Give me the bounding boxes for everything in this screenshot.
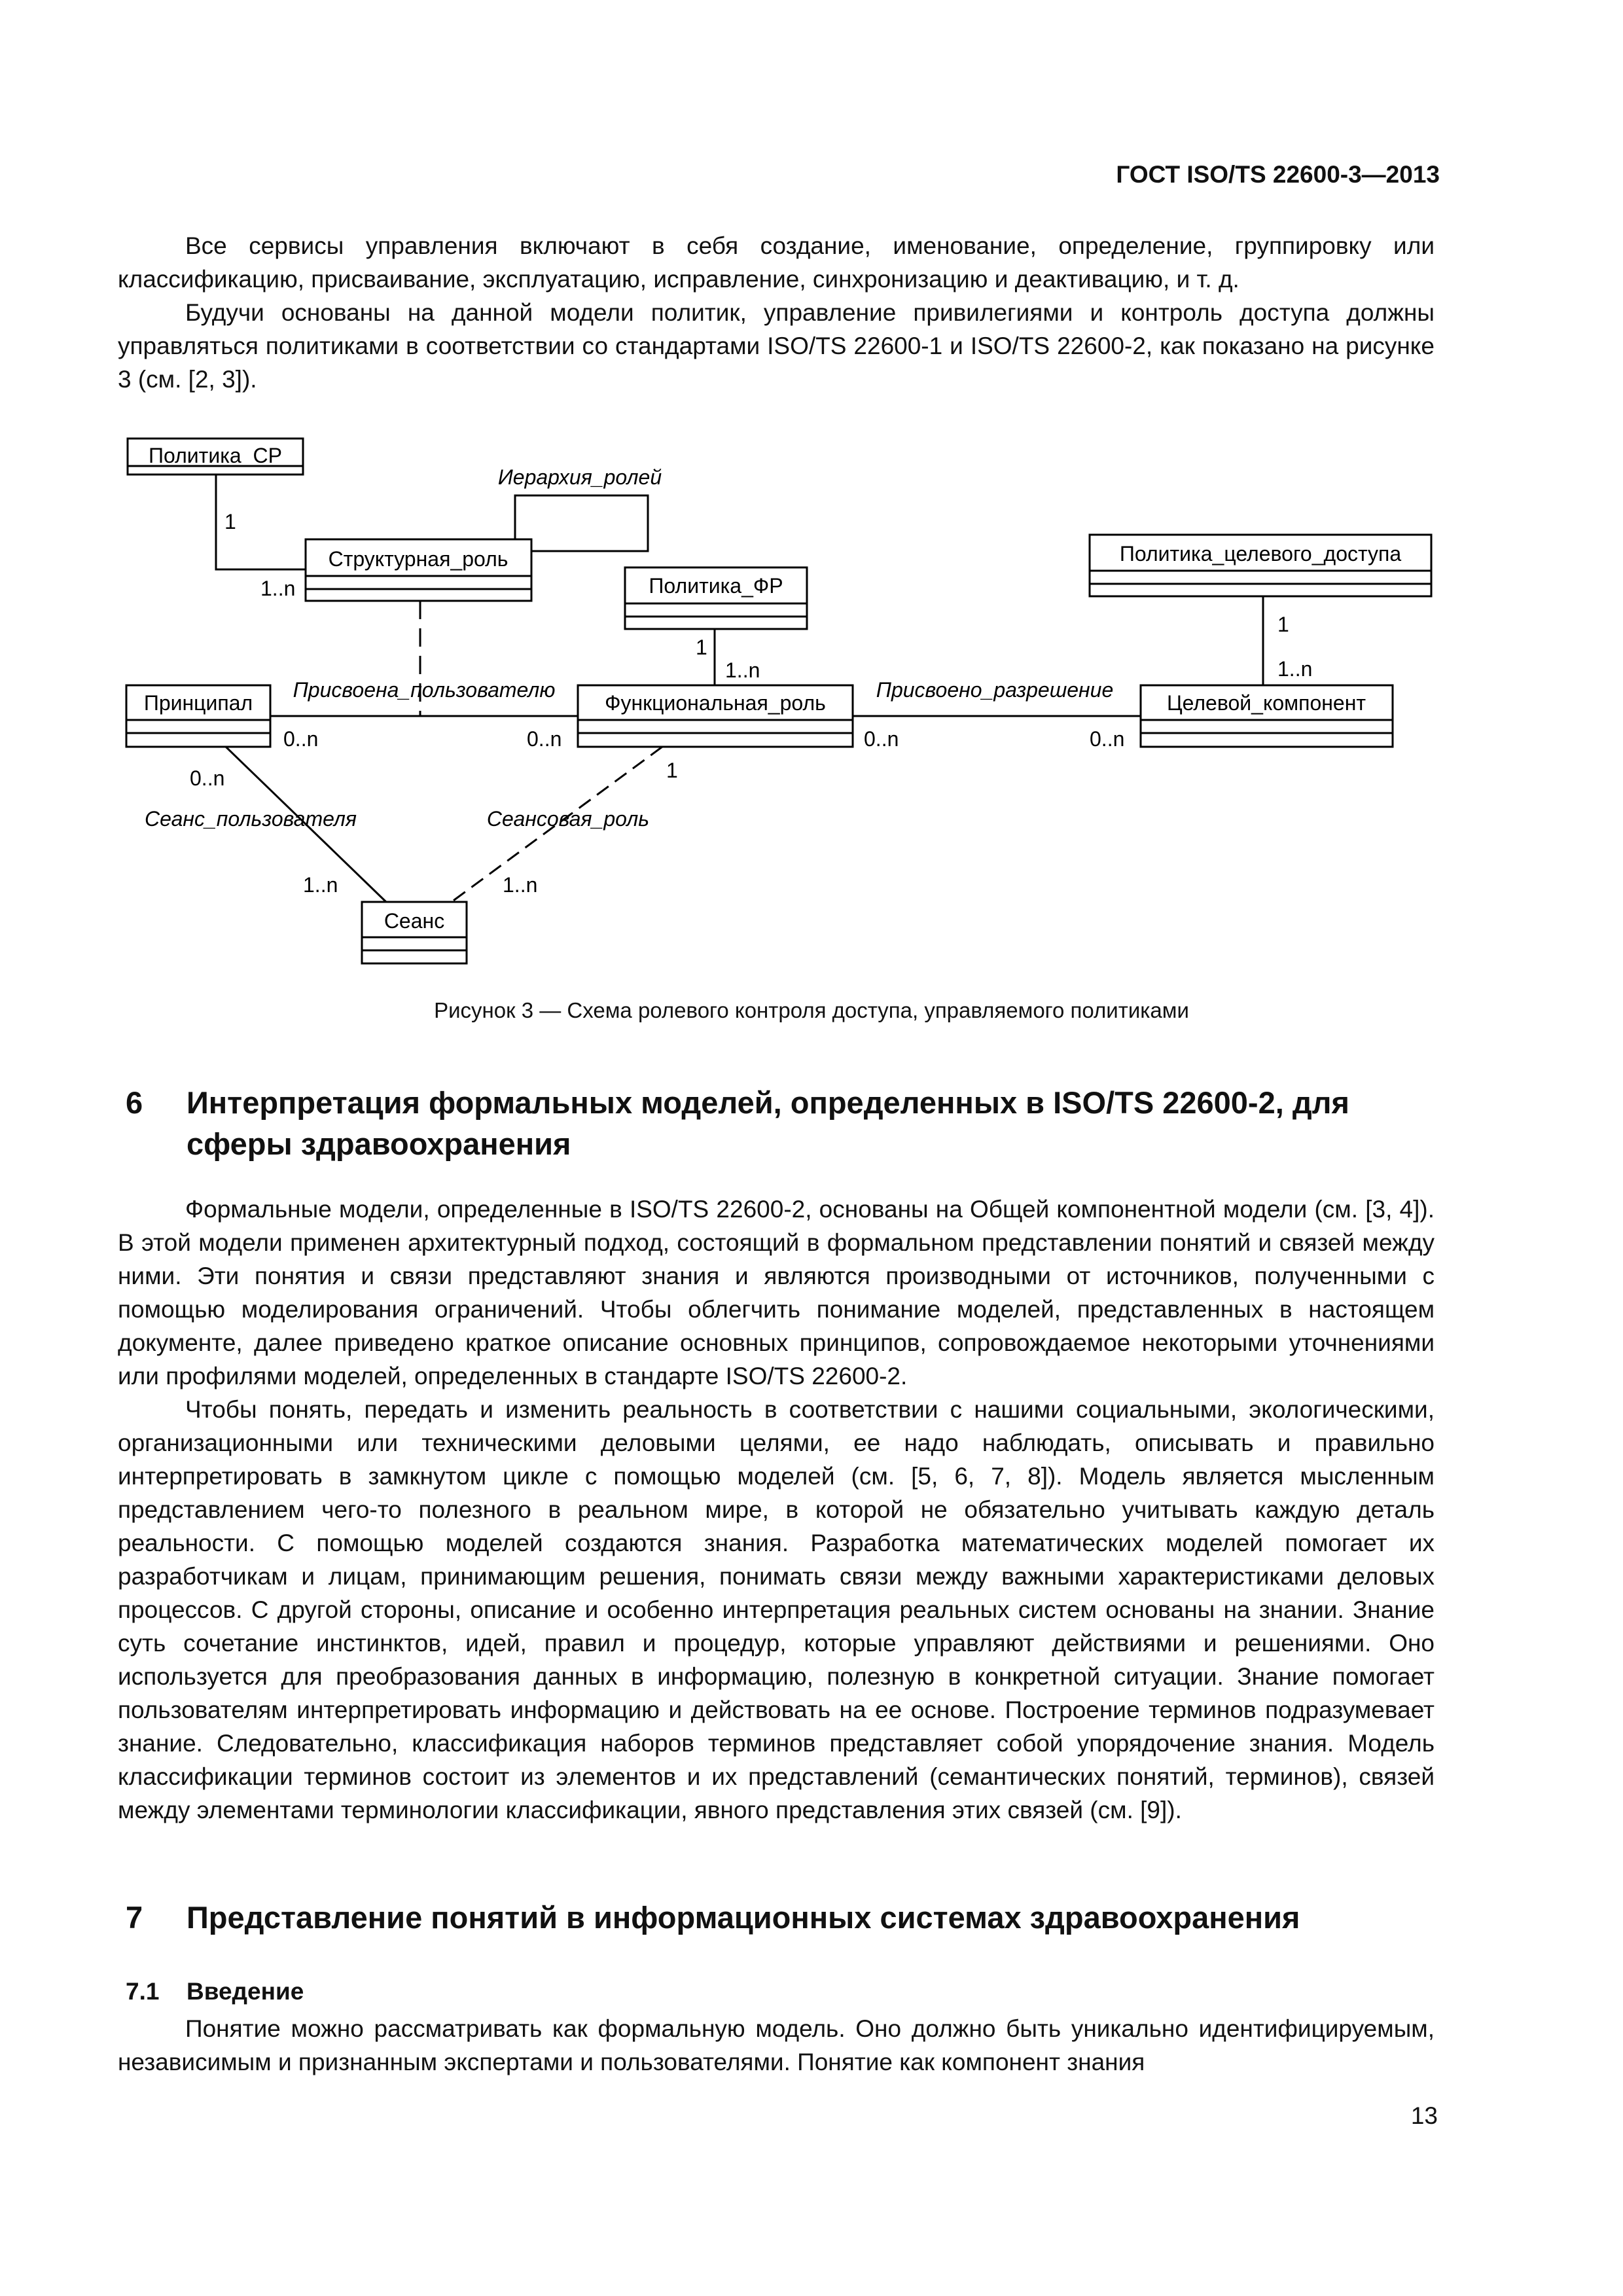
multiplicity: 1..n	[303, 873, 338, 897]
multiplicity: 0..n	[527, 727, 562, 751]
assoc-permission-assigned: Присвоено_разрешение	[876, 678, 1114, 702]
multiplicity: 0..n	[864, 727, 899, 751]
page-number: 13	[1410, 2102, 1438, 2129]
class-target-access-policy: Политика_целевого_доступа	[1119, 542, 1402, 565]
section-7-paragraph: Понятие можно рассматривать как формальную модель. Оно должно быть уникально идентифицируемым, независимым и признанным экспертами и пользователями. Понятие как компонент знания	[118, 2015, 1435, 2075]
multiplicity: 1..n	[725, 658, 760, 682]
section-7-text	[118, 2012, 1435, 2079]
class-target-component: Целевой_компонент	[1166, 691, 1366, 715]
multiplicity: 1	[666, 759, 678, 782]
class-policy-sr: Политика_СР	[149, 444, 282, 467]
figure-caption: Рисунок 3 — Схема ролевого контроля доступа, управляемого политиками	[434, 998, 1189, 1022]
multiplicity: 0..n	[1090, 727, 1125, 751]
section-number: 6	[126, 1085, 143, 1120]
assoc-user-session: Сеанс_пользователя	[145, 807, 357, 831]
section-title: Представление понятий в информационных системах здравоохранения	[187, 1900, 1300, 1935]
subsection-7-1-heading	[126, 1978, 304, 2005]
subsection-title: Введение	[187, 1978, 304, 2005]
section-6-heading	[126, 1082, 1463, 1164]
multiplicity: 1	[1277, 613, 1289, 636]
multiplicity: 1	[696, 636, 707, 659]
section-6-paragraph-2: Чтобы понять, передать и изменить реальность в соответствии с нашими социальными, экологическими, организационными или техническими деловыми целями, ее надо наблюдать, описывать и правильно интерпретировать в замкнутом цикле с помощью моделей (см. [5, 6, 7, 8]). Модель является мысленным представлением чего-то полезного в реальном мире, в которой не обязательно учитывать каждую деталь реальности. С помощью моделей создаются знания. Разработка математических моделей помогает их разработчикам и лицам, принимающим решения, понимать связи между важными характеристиками деловых процессов. С другой стороны, описание и особенно интерпретация реальных систем основаны на знании. Знание суть сочетание инстинктов, идей, правил и процедур, которые управляют действиями и решениями. Оно используется для преобразования данных в информацию, полезную в конкретной ситуации. Знание помогает пользователям интерпретировать информацию и действовать на ее основе. Построение терминов подразумевает знание. Следовательно, классификация наборов терминов представляет собой упорядочение знания. Модель классификации терминов состоит из элементов и их представлений (семантических понятий, терминов), связей между элементами терминологии классификации, явного представления этих связей (см. [9]).	[118, 1396, 1435, 1823]
section-number: 7	[126, 1900, 143, 1935]
class-principal: Принципал	[143, 691, 253, 715]
class-policy-fr: Политика_ФР	[649, 574, 783, 598]
section-title: Интерпретация формальных моделей, определенных в ISO/TS 22600-2, для сферы здравоохранения	[187, 1085, 1349, 1161]
section-7-heading	[126, 1897, 1463, 1938]
class-structural-role: Структурная_роль	[328, 547, 508, 571]
assoc-role-hierarchy: Иерархия_ролей	[497, 465, 662, 489]
multiplicity: 0..n	[190, 766, 225, 790]
multiplicity: 1..n	[503, 873, 538, 897]
intro-paragraph-2: Будучи основаны на данной модели политик, управление привилегиями и контроль доступа должны управляться политиками в соответствии со стандартами ISO/TS 22600-1 и ISO/TS 22600-2, как показано на рисунке 3 (см. [2, 3]).	[118, 299, 1435, 393]
document-header: ГОСТ ISO/TS 22600-3—2013	[1116, 161, 1440, 188]
assoc-assigned-to-user: Присвоена_пользователю	[293, 678, 556, 702]
multiplicity: 1..n	[260, 577, 296, 600]
class-session: Сеанс	[383, 909, 445, 933]
class-functional-role: Функциональная_роль	[605, 691, 826, 715]
multiplicity: 1	[224, 510, 236, 533]
multiplicity: 0..n	[283, 727, 319, 751]
rbac-diagram	[0, 0, 1623, 982]
multiplicity: 1..n	[1277, 657, 1313, 681]
assoc-session-role: Сеансовая_роль	[486, 807, 650, 831]
intro-paragraph-1: Все сервисы управления включают в себя создание, именование, определение, группировку или классификацию, присваивание, эксплуатацию, исправление, синхронизацию и деактивацию, и т. д.	[118, 232, 1435, 293]
subsection-number: 7.1	[126, 1978, 160, 2005]
section-6-paragraph-1: Формальные модели, определенные в ISO/TS 22600-2, основаны на Общей компонентной модели (см. [3, 4]). В этой модели применен архитектурный подход, состоящий в формальном представлении понятий и связей между ними. Эти понятия и связи представляют знания и являются производными от источников, полученными с помощью моделирования ограничений. Чтобы облегчить понимание моделей, представленных в настоящем документе, далее приведено краткое описание основных принципов, сопровождаемое некоторыми уточнениями или профилями моделей, определенных в стандарте ISO/TS 22600-2.	[118, 1196, 1435, 1390]
section-6-text	[118, 1193, 1435, 1827]
